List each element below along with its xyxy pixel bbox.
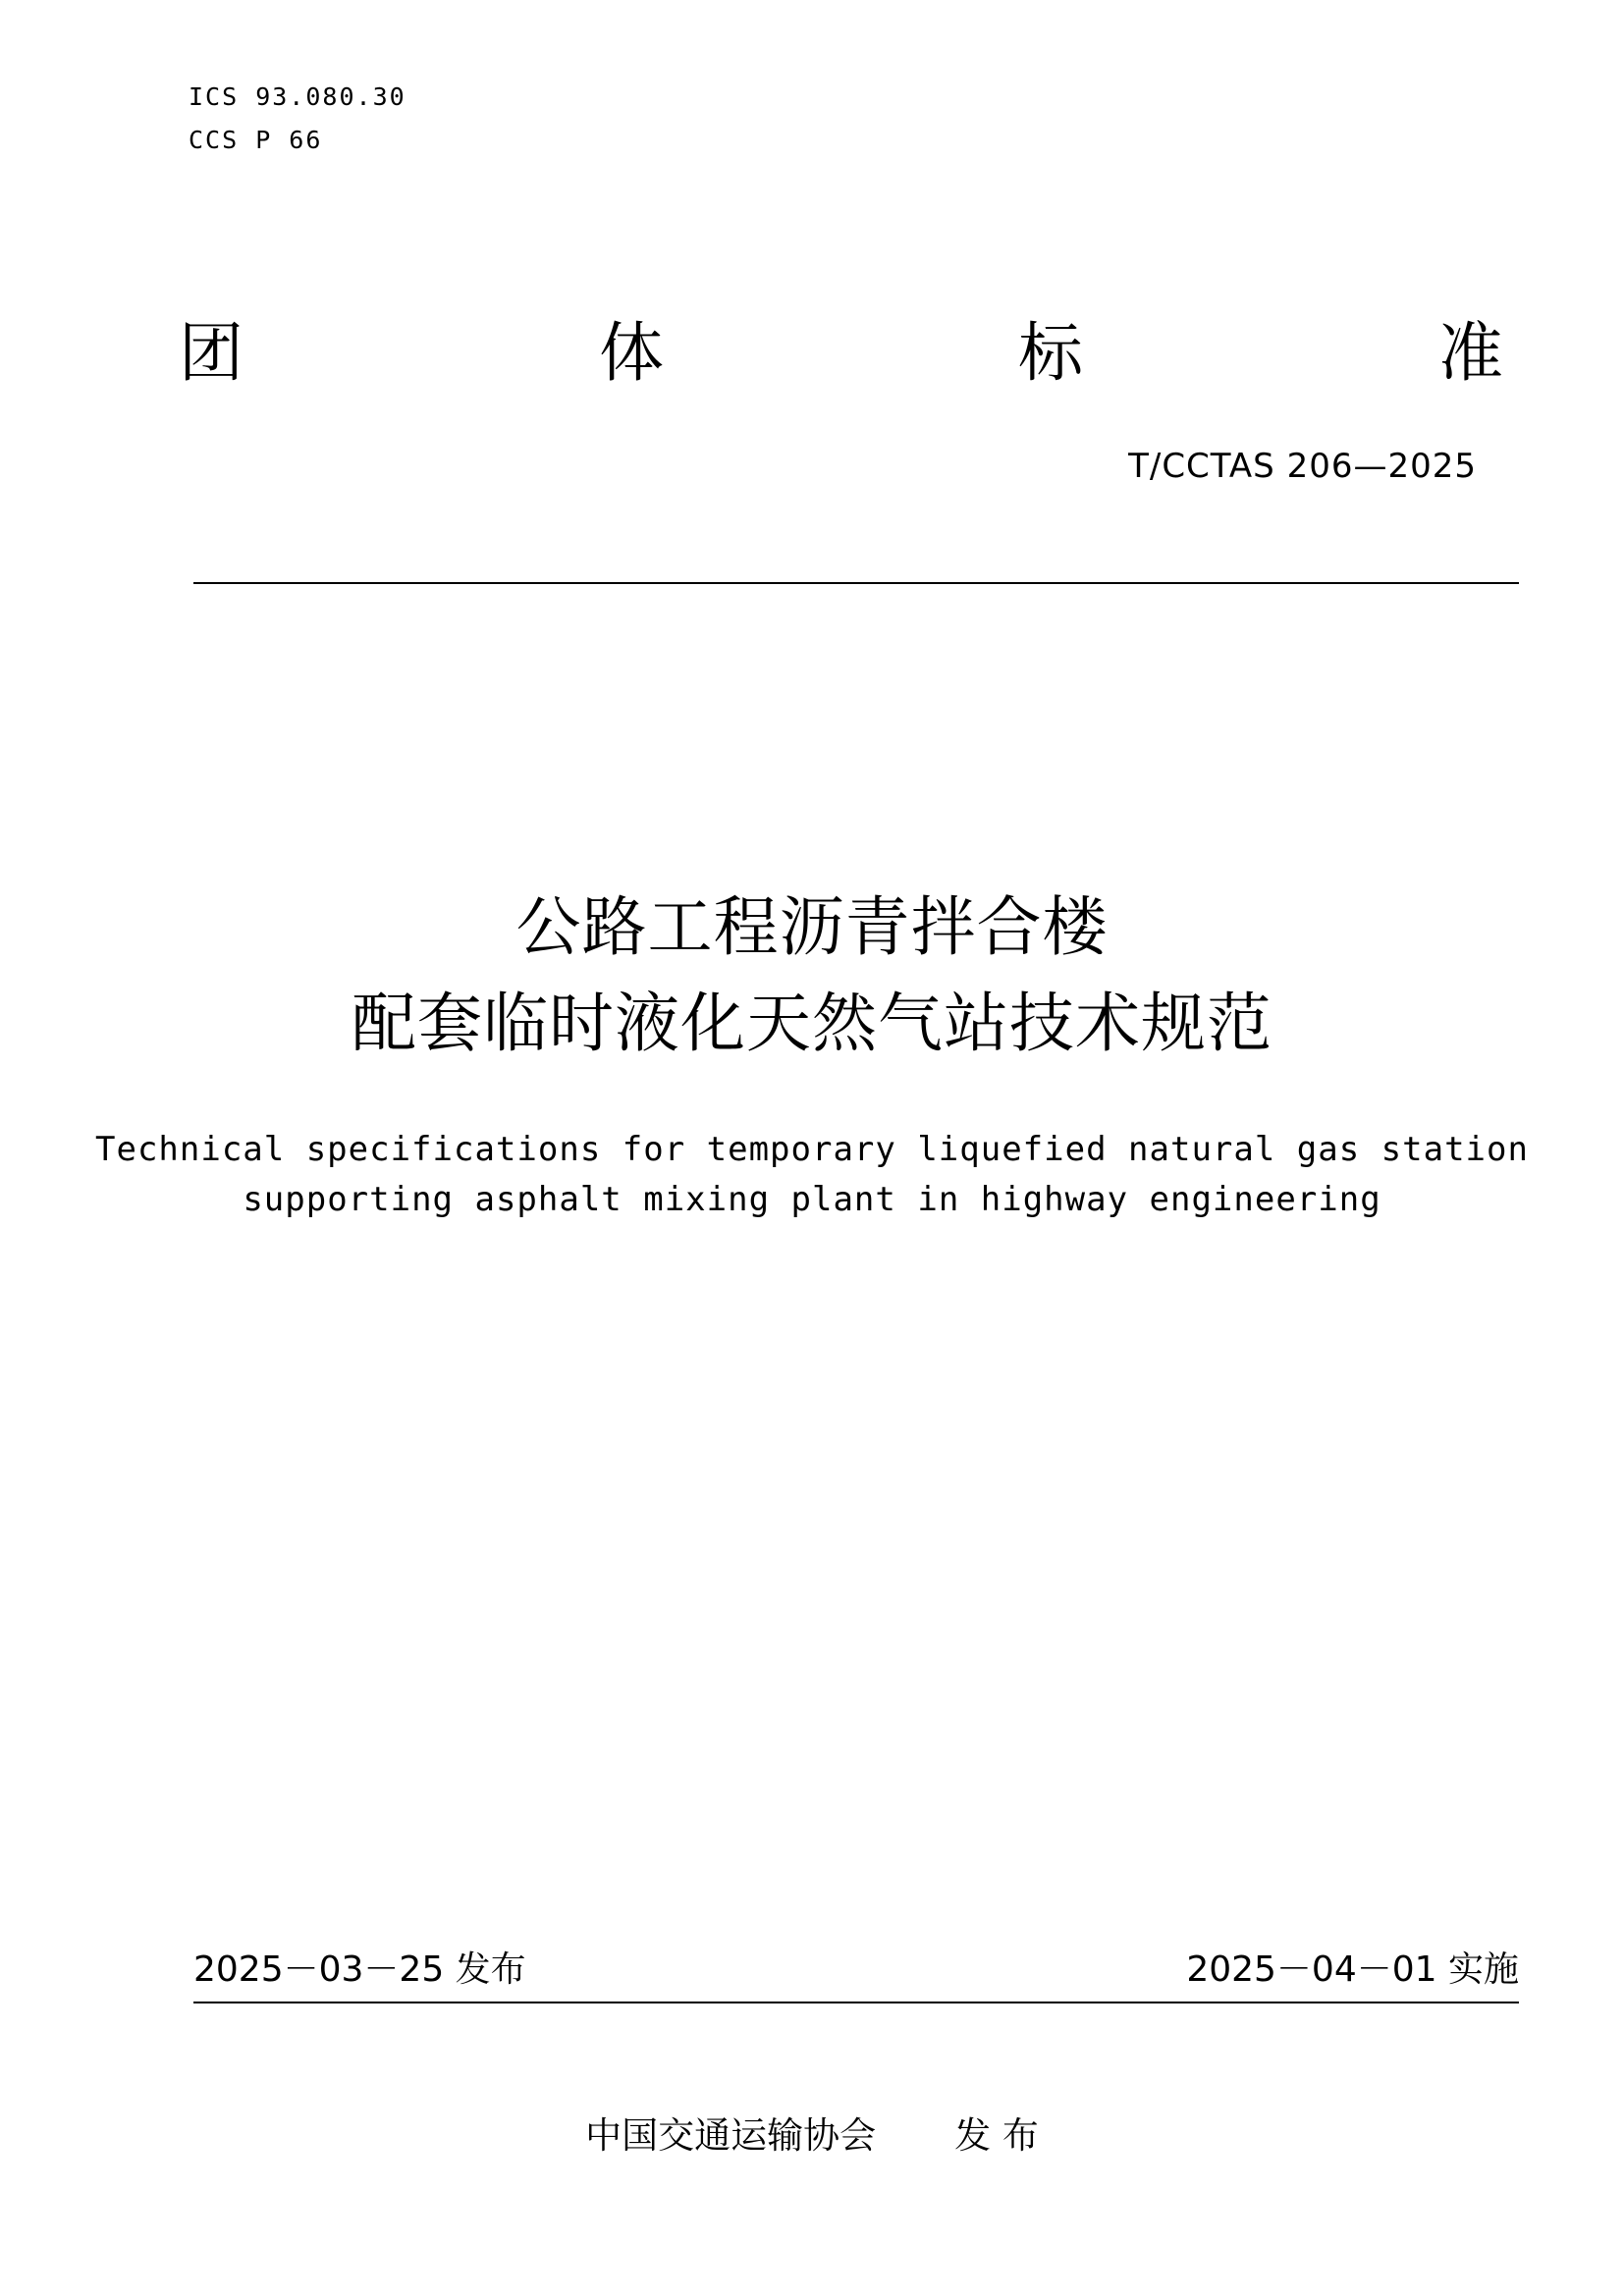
standard-type-char: 标 — [1018, 315, 1083, 391]
standard-type-char: 体 — [599, 315, 664, 391]
title-cn-line-2: 配套临时液化天然气站技术规范 — [352, 986, 1272, 1061]
ics-code: ICS 93.080.30 — [189, 82, 406, 111]
footer-divider — [193, 2002, 1519, 2003]
standard-type-char: 团 — [179, 315, 244, 391]
ccs-code: CCS P 66 — [189, 126, 323, 154]
standard-type-heading — [179, 314, 1504, 393]
publish-date: 2025－03－25 发布 — [193, 1949, 526, 1990]
publisher-action: 发 布 — [954, 2114, 1039, 2157]
implement-date: 2025－04－01 实施 — [1186, 1949, 1519, 1990]
title-en-line-2: supporting asphalt mixing plant in highway engineering — [243, 1180, 1381, 1219]
header-divider — [193, 582, 1519, 584]
title-en-line-1: Technical specifications for temporary liquefied natural gas station — [95, 1130, 1529, 1169]
title-cn-line-1: 公路工程沥青拌合楼 — [515, 889, 1109, 965]
standard-type-char: 准 — [1438, 315, 1503, 391]
publisher-line — [0, 2114, 1624, 2157]
publisher-name: 中国交通运输协会 — [585, 2114, 877, 2157]
standard-number: T/CCTAS 206—2025 — [1128, 447, 1477, 486]
